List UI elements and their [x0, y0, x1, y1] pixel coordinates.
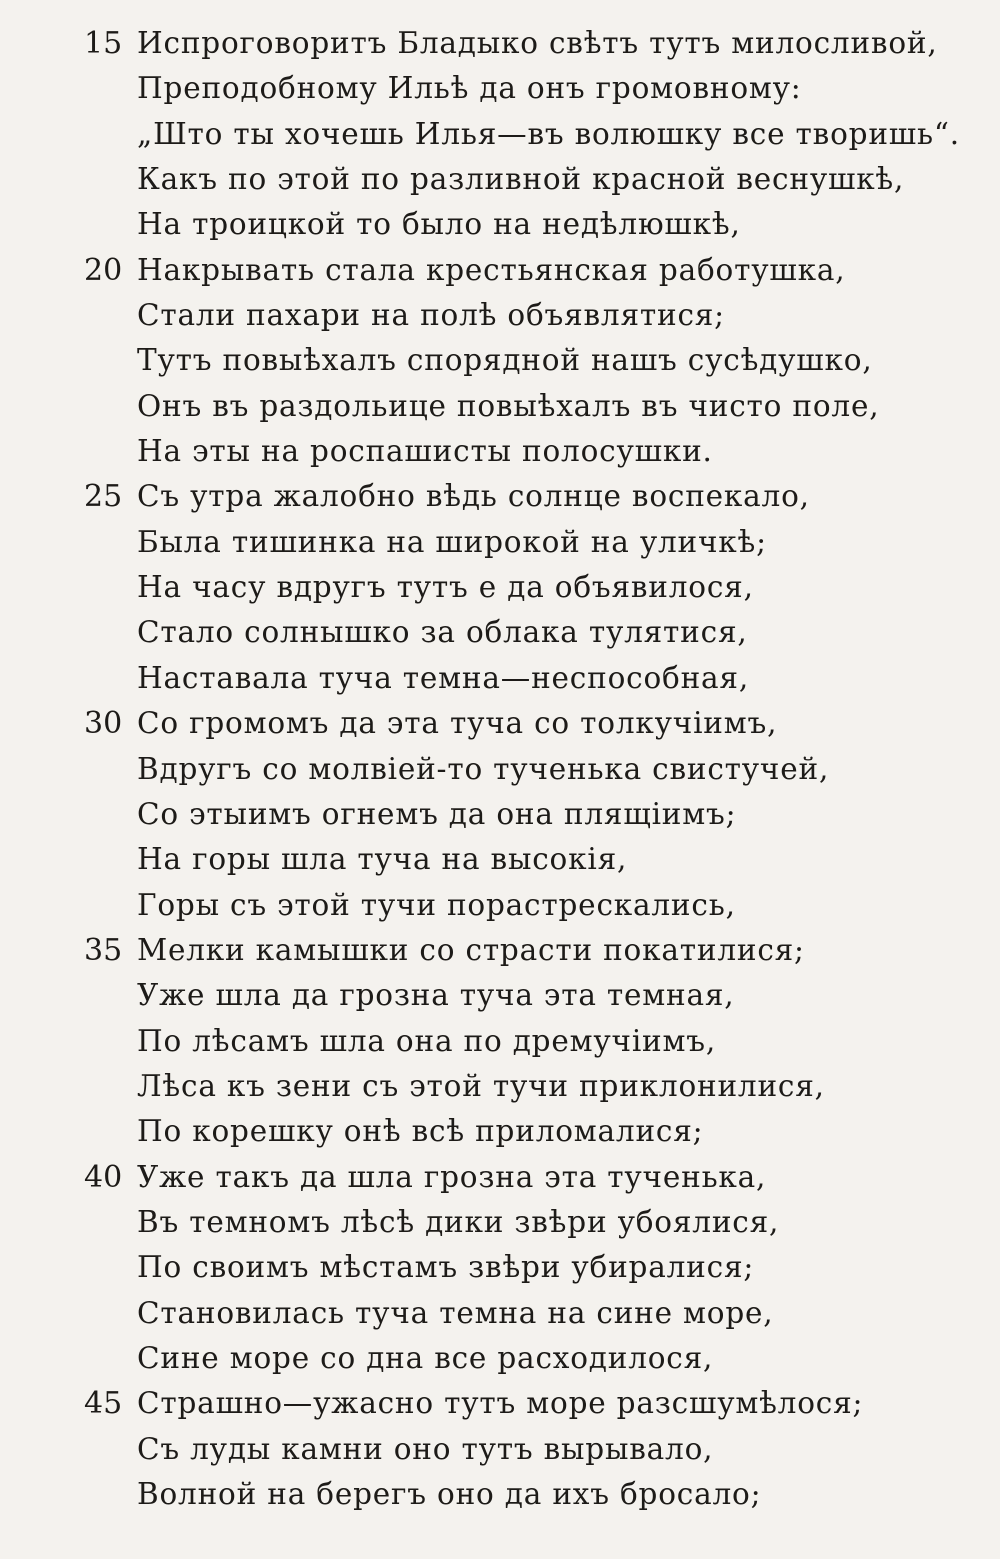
verse-line [0, 1291, 1000, 1336]
line-text: Накрывать стала крестьянская работушка, [137, 252, 846, 287]
verse-line [0, 1109, 1000, 1154]
verse-list [0, 21, 1000, 1517]
line-text: Была тишинка на широкой на уличкѣ; [137, 524, 767, 559]
line-text: Мелки камышки со страсти покатилися; [137, 932, 805, 967]
verse-line [0, 293, 1000, 338]
verse-line [0, 656, 1000, 701]
verse-line [0, 1427, 1000, 1472]
verse-line [0, 384, 1000, 429]
verse-line [0, 1336, 1000, 1381]
line-text: По своимъ мѣстамъ звѣри убиралися; [137, 1250, 755, 1285]
verse-line [0, 1019, 1000, 1064]
line-number: 40 [84, 1159, 123, 1195]
line-number: 20 [84, 252, 123, 288]
line-text: Лѣса къ зени съ этой тучи приклонилися, [137, 1068, 825, 1103]
line-number: 35 [84, 932, 123, 968]
verse-line [0, 520, 1000, 565]
verse-line [0, 928, 1000, 973]
line-text: Какъ по этой по разливной красной веснушкѣ, [137, 162, 905, 197]
line-text: На троицкой то было на недѣлюшкѣ, [137, 207, 741, 242]
line-text: Тутъ повыѣхалъ спорядной нашъ сусѣдушко, [137, 343, 873, 378]
line-text: Съ луды камни оно тутъ вырывало, [137, 1431, 714, 1466]
line-text: Вдругъ со молвіей-то тученька свистучей, [137, 751, 830, 786]
line-text: Со этыимъ огнемъ да она плящіимъ; [137, 796, 737, 831]
verse-line [0, 701, 1000, 746]
verse-line [0, 202, 1000, 247]
line-number: 30 [84, 706, 123, 742]
verse-line [0, 1200, 1000, 1245]
line-text: По лѣсамъ шла она по дремучіимъ, [137, 1023, 717, 1058]
verse-line [0, 66, 1000, 111]
line-text: На эты на роспашисты полосушки. [137, 434, 713, 469]
line-text: Испроговоритъ Бладыко свѣтъ тутъ милосливой, [137, 26, 938, 60]
line-text: Горы съ этой тучи порастрескались, [137, 887, 736, 922]
verse-line [0, 157, 1000, 202]
verse-line [0, 112, 1000, 157]
verse-line [0, 338, 1000, 383]
line-text: Со громомъ да эта туча со толкучіимъ, [137, 706, 778, 741]
line-text: Становилась туча темна на сине море, [137, 1295, 774, 1330]
line-text: Стало солнышко за облака тулятися, [137, 615, 748, 650]
verse-line [0, 792, 1000, 837]
verse-line [0, 837, 1000, 882]
line-text: Наставала туча темна—неспособная, [137, 660, 750, 695]
verse-line [0, 248, 1000, 293]
line-text: По корешку онѣ всѣ приломалися; [137, 1114, 704, 1149]
line-text: Въ темномъ лѣсѣ дики звѣри убоялися, [137, 1204, 780, 1239]
verse-line [0, 973, 1000, 1018]
verse-line [0, 883, 1000, 928]
line-text: На горы шла туча на высокія, [137, 842, 628, 877]
line-text: Стали пахари на полѣ объявлятися; [137, 298, 725, 333]
verse-line [0, 565, 1000, 610]
line-text: На часу вдругъ тутъ е да объявилося, [137, 570, 754, 605]
verse-line [0, 610, 1000, 655]
verse-line [0, 429, 1000, 474]
verse-line [0, 1155, 1000, 1200]
verse-line [0, 1472, 1000, 1517]
line-text: Страшно—ужасно тутъ море разсшумѣлося; [137, 1386, 864, 1421]
line-text: Съ утра жалобно вѣдь солнце воспекало, [137, 479, 810, 514]
verse-line [0, 1064, 1000, 1109]
line-text: Уже шла да грозна туча эта темная, [137, 978, 735, 1013]
line-text: Онъ въ раздольице повыѣхалъ въ чисто поле, [137, 388, 880, 423]
verse-line [0, 747, 1000, 792]
line-text: Волной на берегъ оно да ихъ бросало; [137, 1477, 762, 1511]
line-number: 25 [84, 479, 123, 515]
verse-line [0, 474, 1000, 519]
line-text: Сине море со дна все расходилося, [137, 1340, 714, 1375]
verse-line [0, 21, 1000, 66]
line-text: Уже такъ да шла грозна эта тученька, [137, 1159, 767, 1194]
line-text: „Што ты хочешь Илья—въ волюшку все творишь“. [137, 116, 960, 151]
line-text: Преподобному Ильѣ да онъ громовному: [137, 71, 802, 106]
line-number: 15 [84, 26, 123, 61]
verse-line [0, 1245, 1000, 1290]
line-number: 45 [84, 1386, 123, 1422]
verse-line [0, 1381, 1000, 1426]
